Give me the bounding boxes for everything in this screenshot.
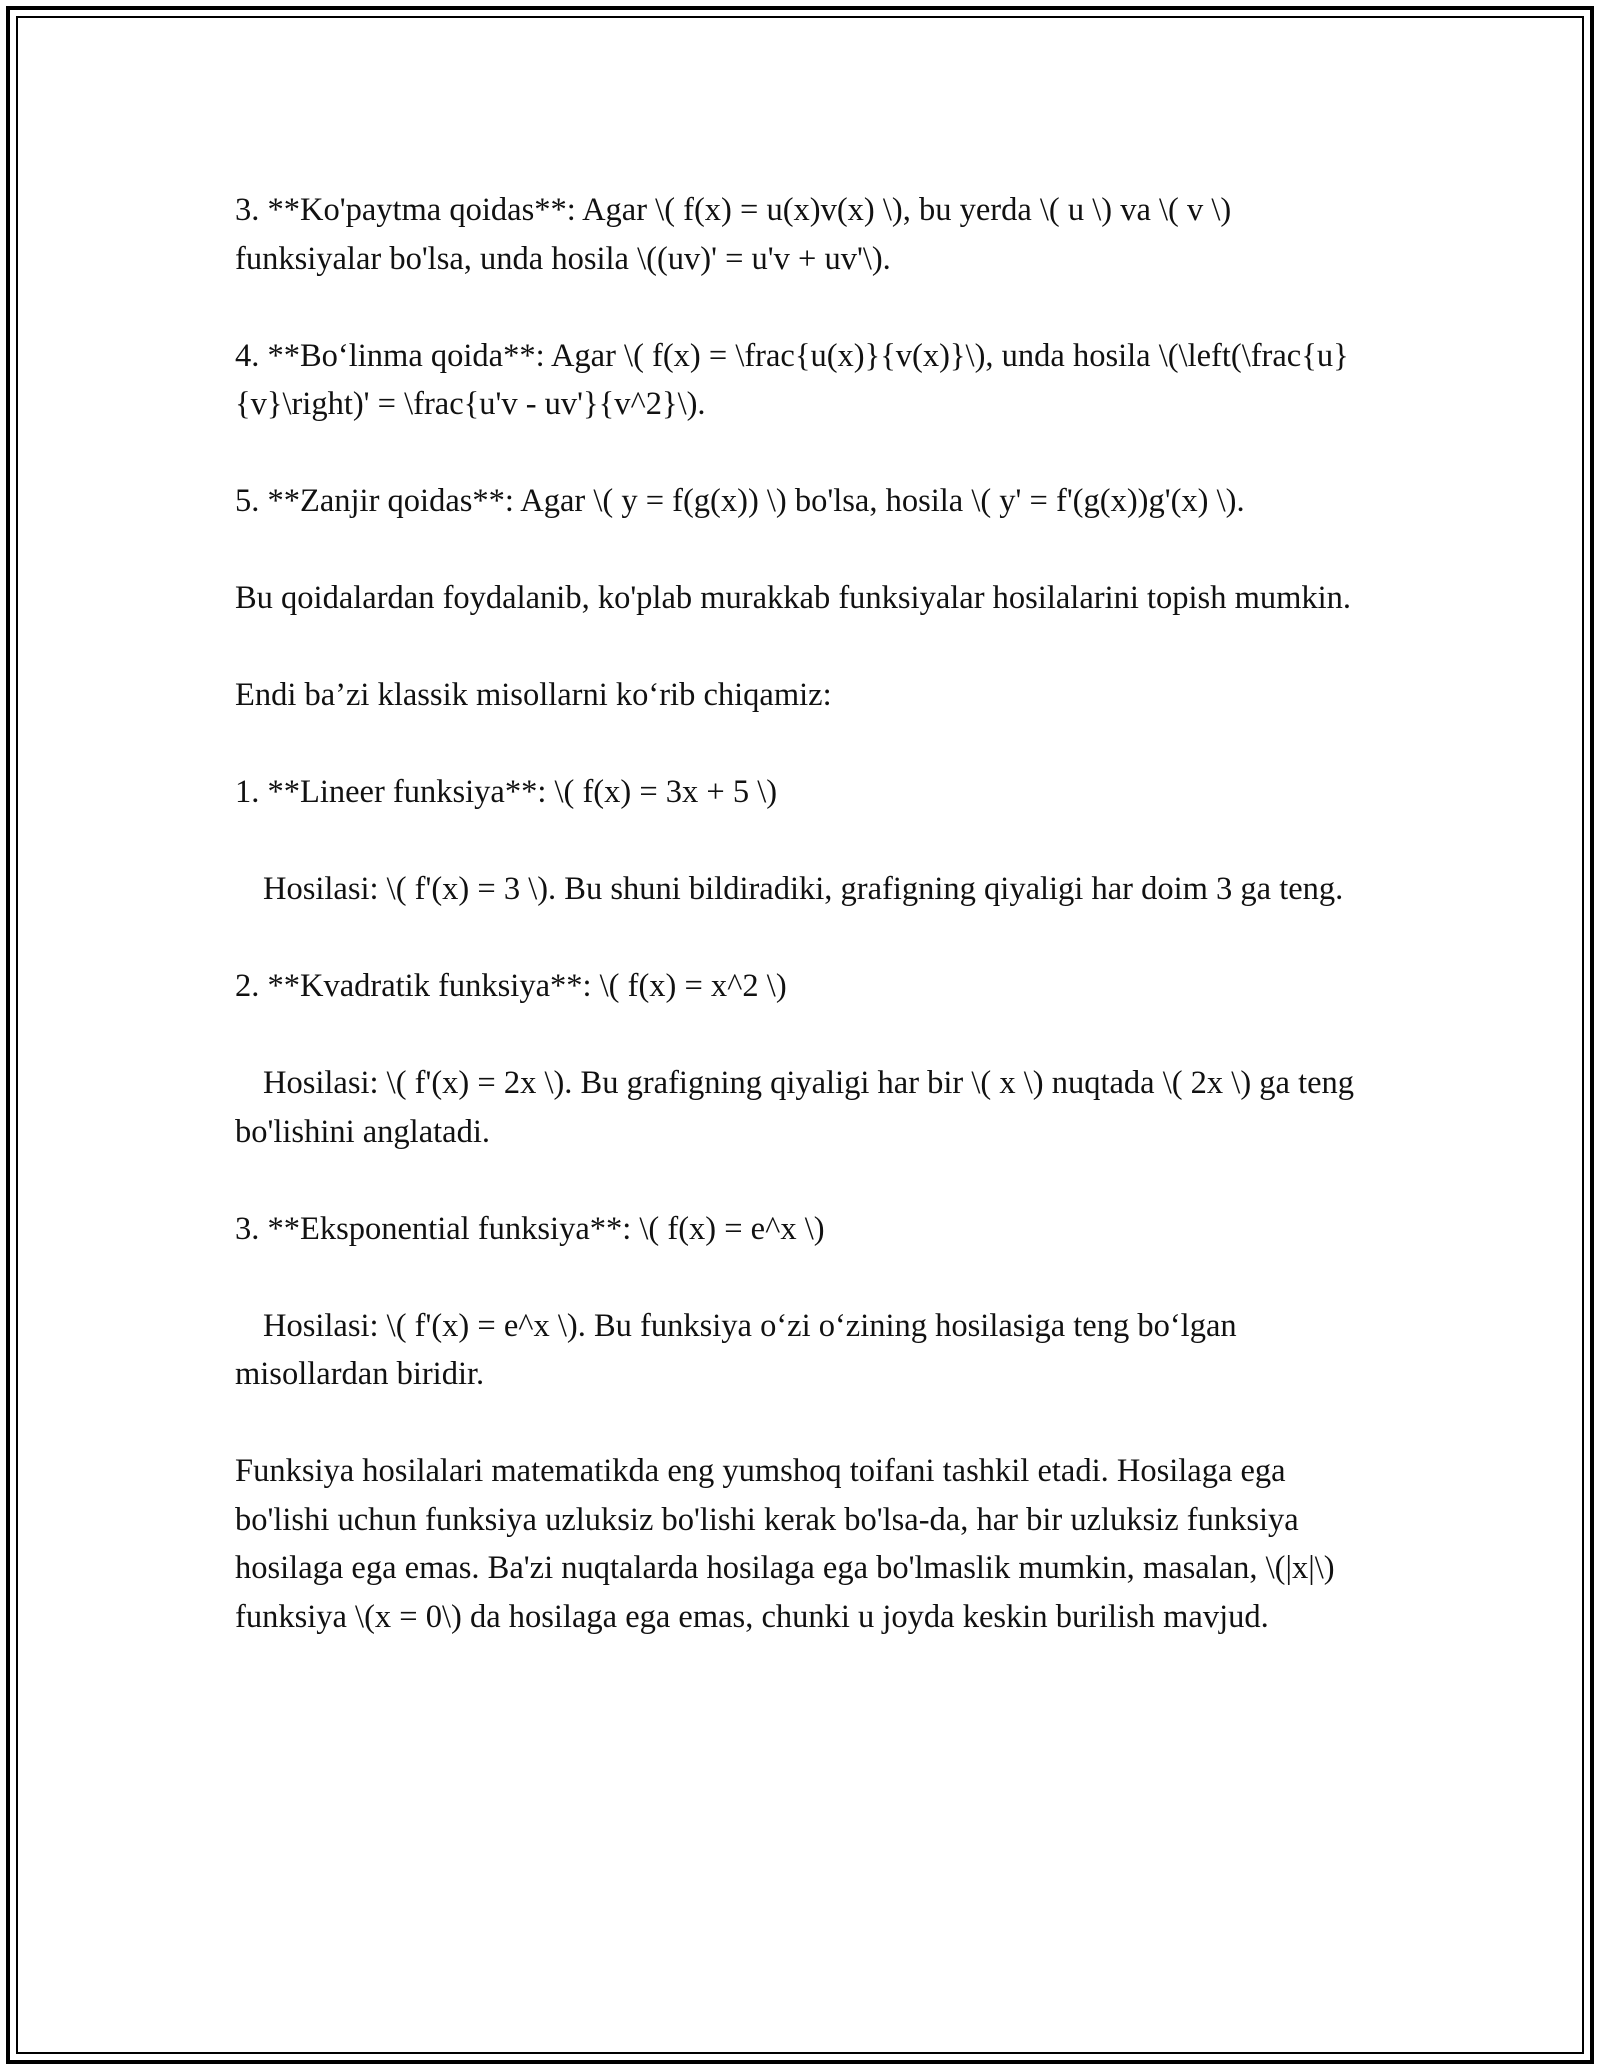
linear-derivative-text: Hosilasi: \( f'(x) = 3 \). Bu shuni bildiradiki, grafigning qiyaligi har doim 3 ga teng. [263, 871, 1344, 907]
quotient-rule-paragraph: 4. **Bo‘linma qoida**: Agar \( f(x) = \frac{u(x)}{v(x)}\), unda hosila \(\left(\frac{u}{v}\right)' = \frac{u'v - uv'}{v^2}\). [235, 337, 1349, 422]
exponential-derivative-paragraph [235, 1302, 1365, 1399]
exponential-derivative-text: Hosilasi: \( f'(x) = e^x \). Bu funksiya o‘zi o‘zining hosilasiga teng bo‘lgan misollardan biridir. [235, 1307, 1245, 1392]
linear-derivative-paragraph [235, 865, 1365, 914]
quadratic-derivative-paragraph [235, 1059, 1365, 1156]
chain-rule-paragraph: 5. **Zanjir qoidas**: Agar \( y = f(g(x)) \) bo'lsa, hosila \( y' = f'(g(x))g'(x) \). [235, 483, 1245, 519]
document-body [235, 186, 1365, 1690]
quadratic-function-heading: 2. **Kvadratik funksiya**: \( f(x) = x^2 \) [235, 968, 787, 1004]
examples-intro-paragraph: Endi ba’zi klassik misollarni ko‘rib chiqamiz: [235, 677, 832, 713]
conclusion-paragraph: Funksiya hosilalari matematikda eng yumshoq toifani tashkil etadi. Hosilaga ega bo'lishi uchun funksiya uzluksiz bo'lishi kerak bo'lsa-da, har bir uzluksiz funksiya hosilaga ega emas. Ba'zi nuqtalarda hosilaga ega bo'lmaslik mumkin, masalan, \(|x|\) funksiya \(x = 0\) da hosilaga ega emas, chunki u joyda keskin burilish mavjud. [235, 1453, 1343, 1635]
summary-paragraph: Bu qoidalardan foydalanib, ko'plab murakkab funksiyalar hosilalarini topish mumkin. [235, 580, 1352, 616]
quadratic-derivative-text: Hosilasi: \( f'(x) = 2x \). Bu grafigning qiyaligi har bir \( x \) nuqtada \( 2x \) ga teng bo'lishini anglatadi. [235, 1065, 1363, 1150]
linear-function-heading: 1. **Lineer funksiya**: \( f(x) = 3x + 5 \) [235, 774, 778, 810]
exponential-function-heading: 3. **Eksponential funksiya**: \( f(x) = e^x \) [235, 1210, 825, 1247]
product-rule-paragraph: 3. **Ko'paytma qoidas**: Agar \( f(x) = u(x)v(x) \), bu yerda \( u \) va \( v \) funksiyalar bo'lsa, unda hosila \((uv)' = u'v + uv'\). [235, 192, 1240, 277]
